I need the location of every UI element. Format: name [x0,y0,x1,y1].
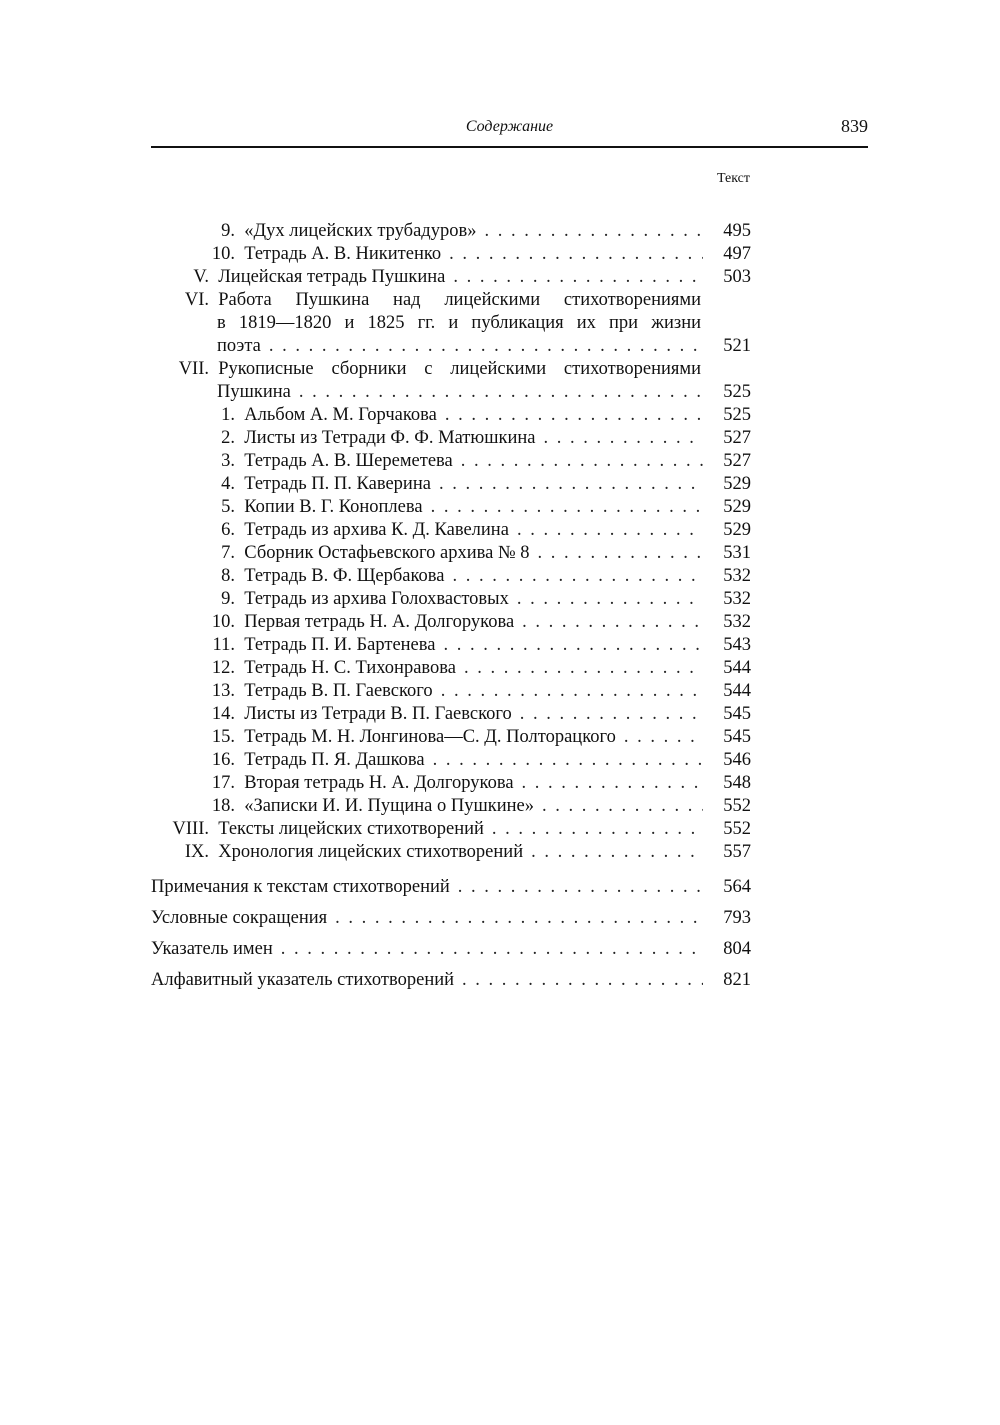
page-header [151,112,868,148]
entry-number: 9. [221,589,235,609]
entry-title: Листы из Тетради Ф. Ф. Матюшкина [244,428,536,448]
entry-page: 532 [723,566,751,586]
entry-number: VII. [178,359,209,379]
entry-page: 527 [723,428,751,448]
entry-title: Копии В. Г. Коноплева [244,497,423,517]
toc-entry [151,841,751,864]
entry-number: 3. [221,451,235,471]
toc-entry [151,588,751,611]
entry-number: 10. [211,244,235,264]
entry-title: «Записки И. И. Пущина о Пушкине» [244,796,534,816]
entry-number: 14. [211,704,235,724]
entry-title: Тексты лицейских стихотворений [218,819,484,839]
entry-page: 793 [723,908,751,928]
entry-title: Тетрадь В. П. Гаевского [244,681,433,701]
entry-page: 527 [723,451,751,471]
toc-entry [151,427,751,450]
entry-title: Алфавитный указатель стихотворений [151,970,455,990]
toc-entry [151,358,751,404]
entry-title-line: в 1819—1820 и 1825 гг. и публикация их при жизни [217,313,701,333]
entry-title-line: Рукописные сборники с лицейскими стихотворениями [218,359,701,379]
entry-title: поэта [217,336,261,356]
toc-entry [151,542,751,565]
leader-dots [461,450,703,473]
leader-dots [517,519,703,542]
toc-entry [151,220,751,243]
page-number: 839 [841,116,868,136]
leader-dots [431,496,703,519]
entry-number: 4. [221,474,235,494]
leader-dots [281,938,703,961]
toc-entry [151,969,751,992]
entry-page: 521 [723,336,751,356]
toc-entry [151,611,751,634]
entry-page: 525 [723,405,751,425]
leader-dots [453,266,703,289]
toc-entry [151,266,751,289]
entry-page: 497 [723,244,751,264]
leader-dots [441,680,703,703]
entry-title: Тетрадь П. Я. Дашкова [244,750,425,770]
entry-title: Хронология лицейских стихотворений [218,842,524,862]
toc-entry [151,818,751,841]
entry-number: V. [193,267,209,287]
entry-number: 11. [212,635,235,655]
leader-dots [299,381,703,404]
leader-dots [522,611,703,634]
entry-number: 9. [221,221,235,241]
toc-entry [151,749,751,772]
entry-page: 544 [723,681,751,701]
leader-dots [445,404,703,427]
entry-title: Лицейская тетрадь Пушкина [218,267,446,287]
entry-number: 2. [221,428,235,448]
entry-number: 1. [221,405,235,425]
toc-entry [151,795,751,818]
entry-title: Тетрадь П. П. Каверина [244,474,431,494]
entry-title: Альбом А. М. Горчакова [244,405,437,425]
toc-entry [151,907,751,930]
toc-entry [151,772,751,795]
entry-page: 552 [723,796,751,816]
entry-number: 18. [211,796,235,816]
entry-page: 532 [723,589,751,609]
entry-number: 8. [221,566,235,586]
entry-title: Сборник Остафьевского архива № 8 [244,543,530,563]
leader-dots [522,772,703,795]
toc-entry [151,565,751,588]
leader-dots [520,703,703,726]
leader-dots [462,969,703,992]
leader-dots [484,220,703,243]
leader-dots [531,841,703,864]
column-heading: Текст [716,171,750,186]
entry-title: Тетрадь П. И. Бартенева [244,635,436,655]
table-of-contents [151,220,751,992]
running-title: Содержание [465,118,554,135]
toc-entry [151,938,751,961]
toc-entry [151,243,751,266]
entry-title: Тетрадь А. В. Шереметева [244,451,453,471]
toc-entry [151,404,751,427]
entry-page: 548 [723,773,751,793]
entry-page: 529 [723,520,751,540]
toc-entry [151,450,751,473]
entry-number: 17. [211,773,235,793]
toc-entry [151,876,751,899]
entry-number: VI. [184,290,209,310]
leader-dots [335,907,703,930]
entry-page: 804 [723,939,751,959]
entry-number: 10. [211,612,235,632]
entry-title: Тетрадь из архива К. Д. Кавелина [244,520,509,540]
entry-page: 543 [723,635,751,655]
entry-page: 552 [723,819,751,839]
toc-entry [151,496,751,519]
toc-entry [151,680,751,703]
entry-title: Тетрадь А. В. Никитенко [244,244,442,264]
leader-dots [269,335,703,358]
entry-title: Первая тетрадь Н. А. Долгорукова [244,612,515,632]
toc-entry [151,473,751,496]
entry-title: Вторая тетрадь Н. А. Долгорукова [244,773,514,793]
toc-entry [151,634,751,657]
leader-dots [542,795,703,818]
entry-number: 6. [221,520,235,540]
leader-dots [492,818,703,841]
entry-title: Пушкина [217,382,291,402]
entry-page: 546 [723,750,751,770]
entry-number: 13. [211,681,235,701]
entry-number: 16. [211,750,235,770]
entry-page: 529 [723,497,751,517]
entry-title: Тетрадь М. Н. Лонгинова—С. Д. Полторацкого [244,727,616,747]
toc-entry [151,519,751,542]
entry-page: 564 [723,877,751,897]
toc-entry [151,657,751,680]
entry-title: Примечания к текстам стихотворений [151,877,450,897]
entry-page: 557 [723,842,751,862]
entry-title: Тетрадь В. Ф. Щербакова [244,566,445,586]
entry-page: 525 [723,382,751,402]
entry-number: IX. [184,842,209,862]
leader-dots [443,634,703,657]
entry-title: Указатель имен [151,939,273,959]
leader-dots [543,427,703,450]
leader-dots [464,657,703,680]
leader-dots [517,588,703,611]
entry-page: 529 [723,474,751,494]
leader-dots [449,243,703,266]
leader-dots [439,473,703,496]
entry-title: «Дух лицейских трубадуров» [244,221,477,241]
leader-dots [453,565,703,588]
entry-page: 545 [723,727,751,747]
entry-title: Тетрадь Н. С. Тихонравова [244,658,456,678]
entry-page: 821 [723,970,751,990]
entry-number: 15. [211,727,235,747]
entry-page: 531 [723,543,751,563]
entry-number: 5. [221,497,235,517]
entry-page: 532 [723,612,751,632]
entry-page: 495 [723,221,751,241]
toc-entry [151,703,751,726]
entry-title: Условные сокращения [151,908,328,928]
leader-dots [458,876,703,899]
entry-number: 7. [221,543,235,563]
entry-title: Листы из Тетради В. П. Гаевского [244,704,512,724]
entry-title-line: Работа Пушкина над лицейскими стихотворениями [218,290,701,310]
entry-page: 503 [723,267,751,287]
entry-page: 544 [723,658,751,678]
entry-number: VIII. [172,819,209,839]
toc-entry [151,289,751,358]
leader-dots [624,726,703,749]
leader-dots [433,749,703,772]
entry-page: 545 [723,704,751,724]
leader-dots [537,542,703,565]
entry-number: 12. [211,658,235,678]
toc-entry [151,726,751,749]
entry-title: Тетрадь из архива Голохвастовых [244,589,509,609]
